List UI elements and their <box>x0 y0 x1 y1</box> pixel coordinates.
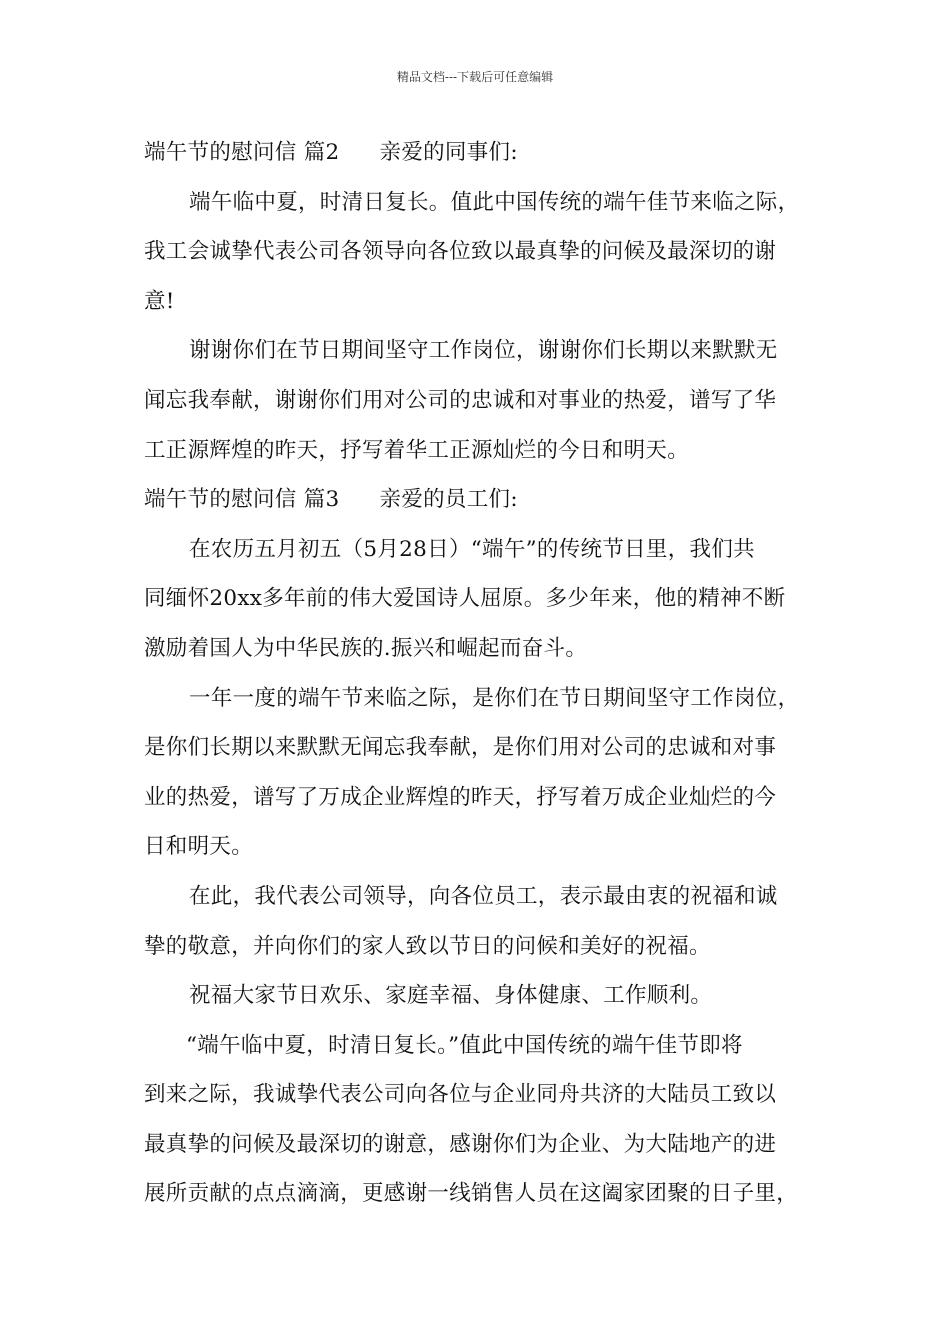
page-header-watermark: 精品文档---下载后可任意编辑 <box>396 70 554 84</box>
paragraph-line: 谢谢你们在节日期间坚守工作岗位，谢谢你们长期以来默默无 <box>189 338 778 364</box>
paragraph-line: 我工会诚挚代表公司各领导向各位致以最真挚的问候及最深切的谢 <box>144 239 777 265</box>
paragraph-line: 意! <box>144 288 175 314</box>
paragraph-line: 祝福大家节日欢乐、家庭幸福、身体健康、工作顺利。 <box>189 983 713 1009</box>
paragraph-line: 到来之际，我诚挚代表公司向各位与企业同舟共济的大陆员工致以 <box>144 1082 777 1108</box>
section-heading-2 <box>144 128 834 178</box>
paragraph-line: 业的热爱，谱写了万成企业辉煌的昨天，抒写着万成企业灿烂的今 <box>144 784 777 810</box>
paragraph-line: 同缅怀20xx多年前的伟大爱国诗人屈原。多少年来，他的精神不断 <box>144 586 786 612</box>
paragraph-line: 闻忘我奉献，谢谢你们用对公司的忠诚和对事业的热爱，谱写了华 <box>144 387 777 413</box>
paragraph-line: 激励着国人为中华民族的.振兴和崛起而奋斗。 <box>144 635 588 661</box>
paragraph-line: 最真挚的问候及最深切的谢意，感谢你们为企业、为大陆地产的进 <box>144 1131 777 1157</box>
paragraph-line: 一年一度的端午节来临之际，是你们在节日期间坚守工作岗位， <box>189 685 800 711</box>
section-title: 端午节的慰问信 篇3 <box>144 487 340 513</box>
section-title: 端午节的慰问信 篇2 <box>144 140 340 165</box>
paragraph-line: 日和明天。 <box>144 834 254 860</box>
paragraph-line: 是你们长期以来默默无闻忘我奉献，是你们用对公司的忠诚和对事 <box>144 735 777 761</box>
paragraph-line: “端午临中夏，时清日复长。”值此中国传统的端午佳节即将 <box>186 1032 743 1058</box>
paragraph-line: 端午临中夏，时清日复长。值此中国传统的端午佳节来临之际， <box>189 189 800 215</box>
paragraph-line: 工正源辉煌的昨天，抒写着华工正源灿烂的今日和明天。 <box>144 437 690 463</box>
paragraph-line: 在农历五月初五（5月28日）“端午”的传统节日里，我们共 <box>189 536 755 562</box>
paragraph-line: 挚的敬意，并向你们的家人致以节日的问候和美好的祝福。 <box>144 933 711 959</box>
salutation: 亲爱的同事们: <box>379 140 518 165</box>
paragraph-line: 展所贡献的点点滴滴，更感谢一线销售人员在这阖家团聚的日子里， <box>144 1181 799 1207</box>
section-heading-3 <box>144 475 834 525</box>
paragraph-line: 在此，我代表公司领导，向各位员工，表示最由衷的祝福和诚 <box>189 883 778 909</box>
salutation: 亲爱的员工们: <box>379 487 518 513</box>
document-body <box>144 128 834 1219</box>
